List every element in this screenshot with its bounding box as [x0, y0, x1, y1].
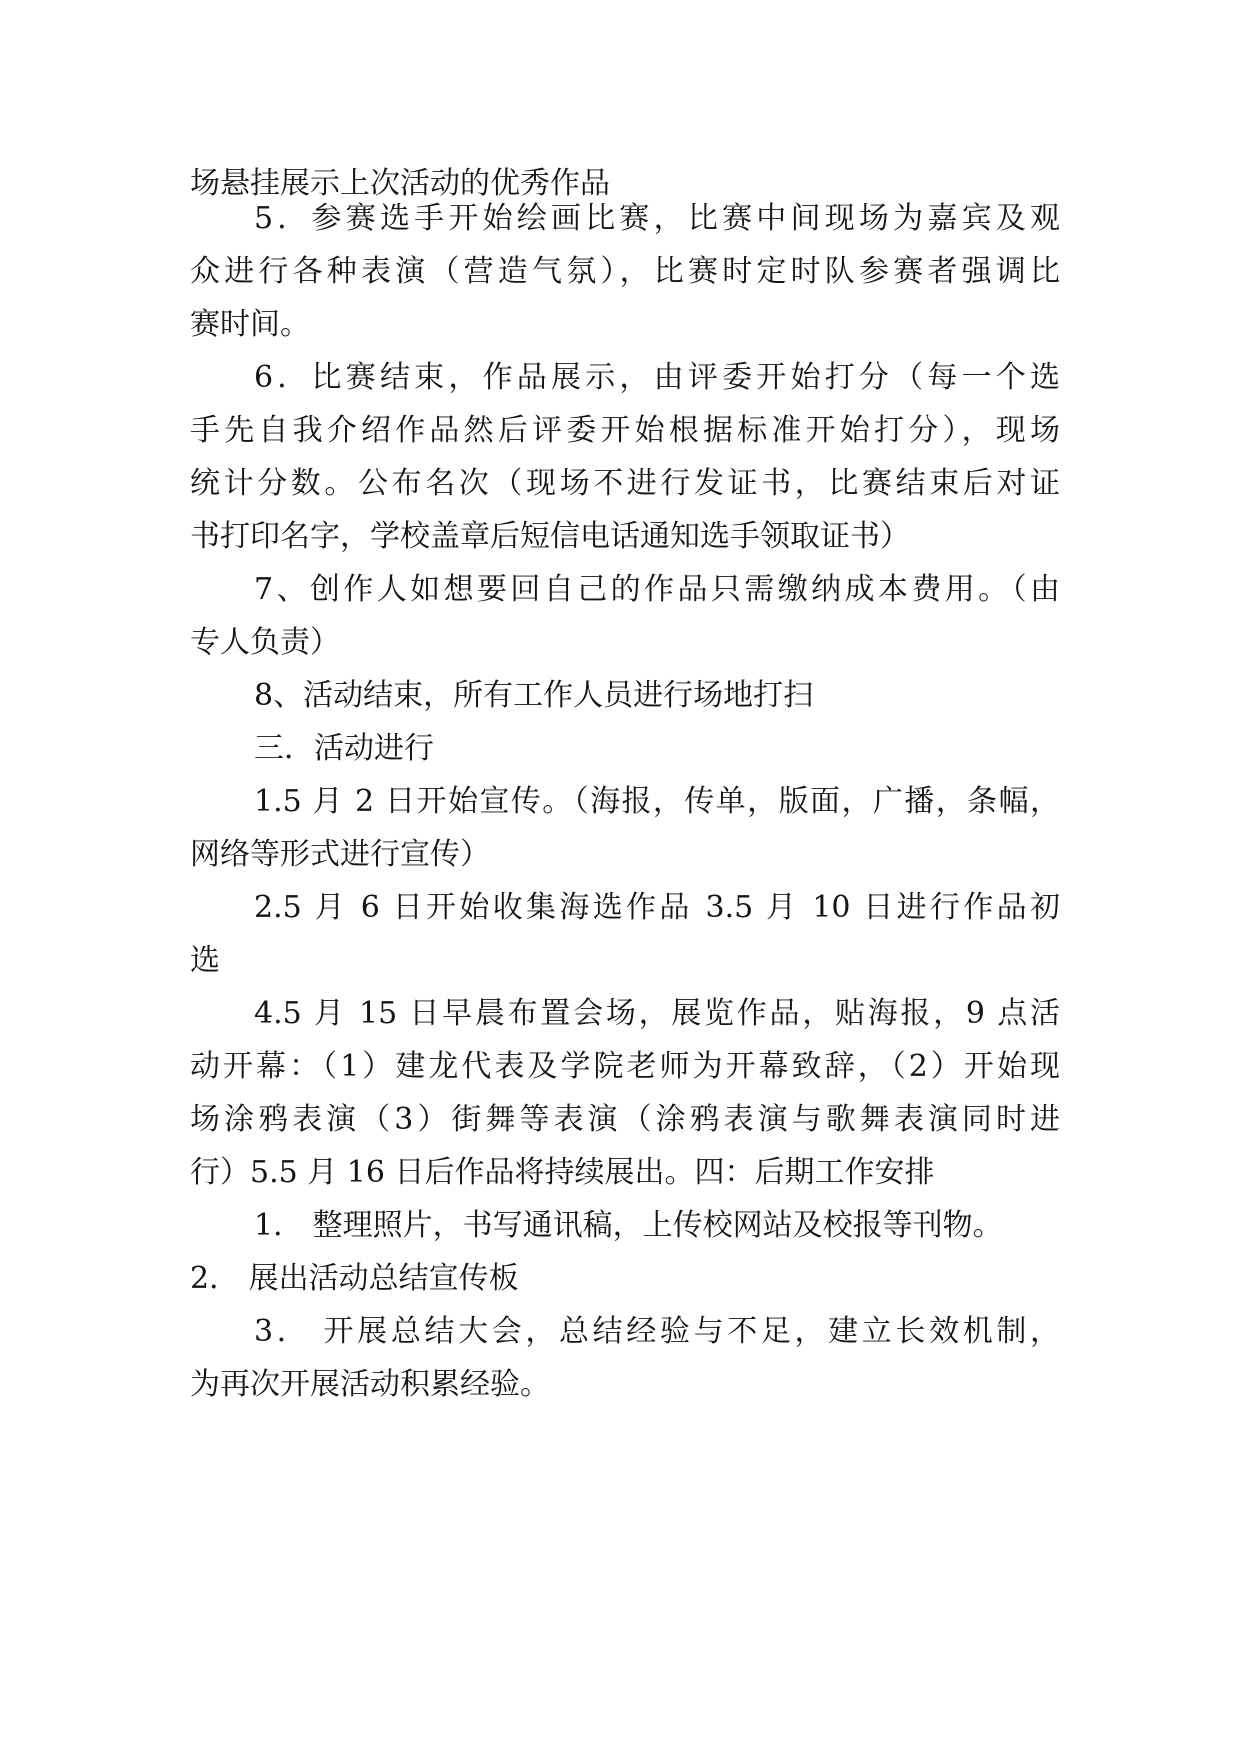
text-line: 1． 整理照片，书写通讯稿，上传校网站及校报等刊物。	[254, 1208, 1003, 1243]
text-line: 6．比赛结束，作品展示，由评委开始打分（每一个选	[254, 360, 1060, 395]
text-line: 手先自我介绍作品然后评委开始根据标准开始打分），现场	[190, 413, 1060, 448]
text-line: 2.5 月 6 日开始收集海选作品 3.5 月 10 日进行作品初	[254, 890, 1060, 925]
text-line: 场悬挂展示上次活动的优秀作品	[190, 166, 610, 201]
text-line: 动开幕：（1）建龙代表及学院老师为开幕致辞，（2）开始现	[190, 1049, 1060, 1084]
text-line: 为再次开展活动积累经验。	[190, 1367, 550, 1402]
text-line: 赛时间。	[190, 307, 310, 342]
text-line: 书打印名字，学校盖章后短信电话通知选手领取证书）	[190, 519, 910, 554]
text-line: 场涂鸦表演（3）街舞等表演（涂鸦表演与歌舞表演同时进	[190, 1102, 1060, 1137]
text-line: 7、创作人如想要回自己的作品只需缴纳成本费用。（由	[254, 572, 1060, 607]
text-line: 1.5 月 2 日开始宣传。（海报，传单，版面，广播，条幅，	[254, 784, 1060, 819]
text-line: 5．参赛选手开始绘画比赛，比赛中间现场为嘉宾及观	[254, 201, 1060, 236]
text-line: 统计分数。公布名次（现场不进行发证书，比赛结束后对证	[190, 466, 1060, 501]
text-line: 网络等形式进行宣传）	[190, 837, 490, 872]
text-line: 选	[190, 943, 220, 978]
text-line: 3． 开展总结大会，总结经验与不足，建立长效机制，	[254, 1314, 1060, 1349]
text-line: 行）5.5 月 16 日后作品将持续展出。四：后期工作安排	[190, 1155, 935, 1190]
text-line: 8、活动结束，所有工作人员进行场地打扫	[254, 678, 814, 713]
text-line: 众进行各种表演（营造气氛），比赛时定时队参赛者强调比	[190, 254, 1060, 289]
text-line: 4.5 月 15 日早晨布置会场，展览作品，贴海报，9 点活	[254, 996, 1060, 1031]
text-line: 专人负责）	[190, 625, 340, 660]
text-line: 三．活动进行	[254, 731, 434, 766]
text-line: 2． 展出活动总结宣传板	[190, 1261, 519, 1296]
